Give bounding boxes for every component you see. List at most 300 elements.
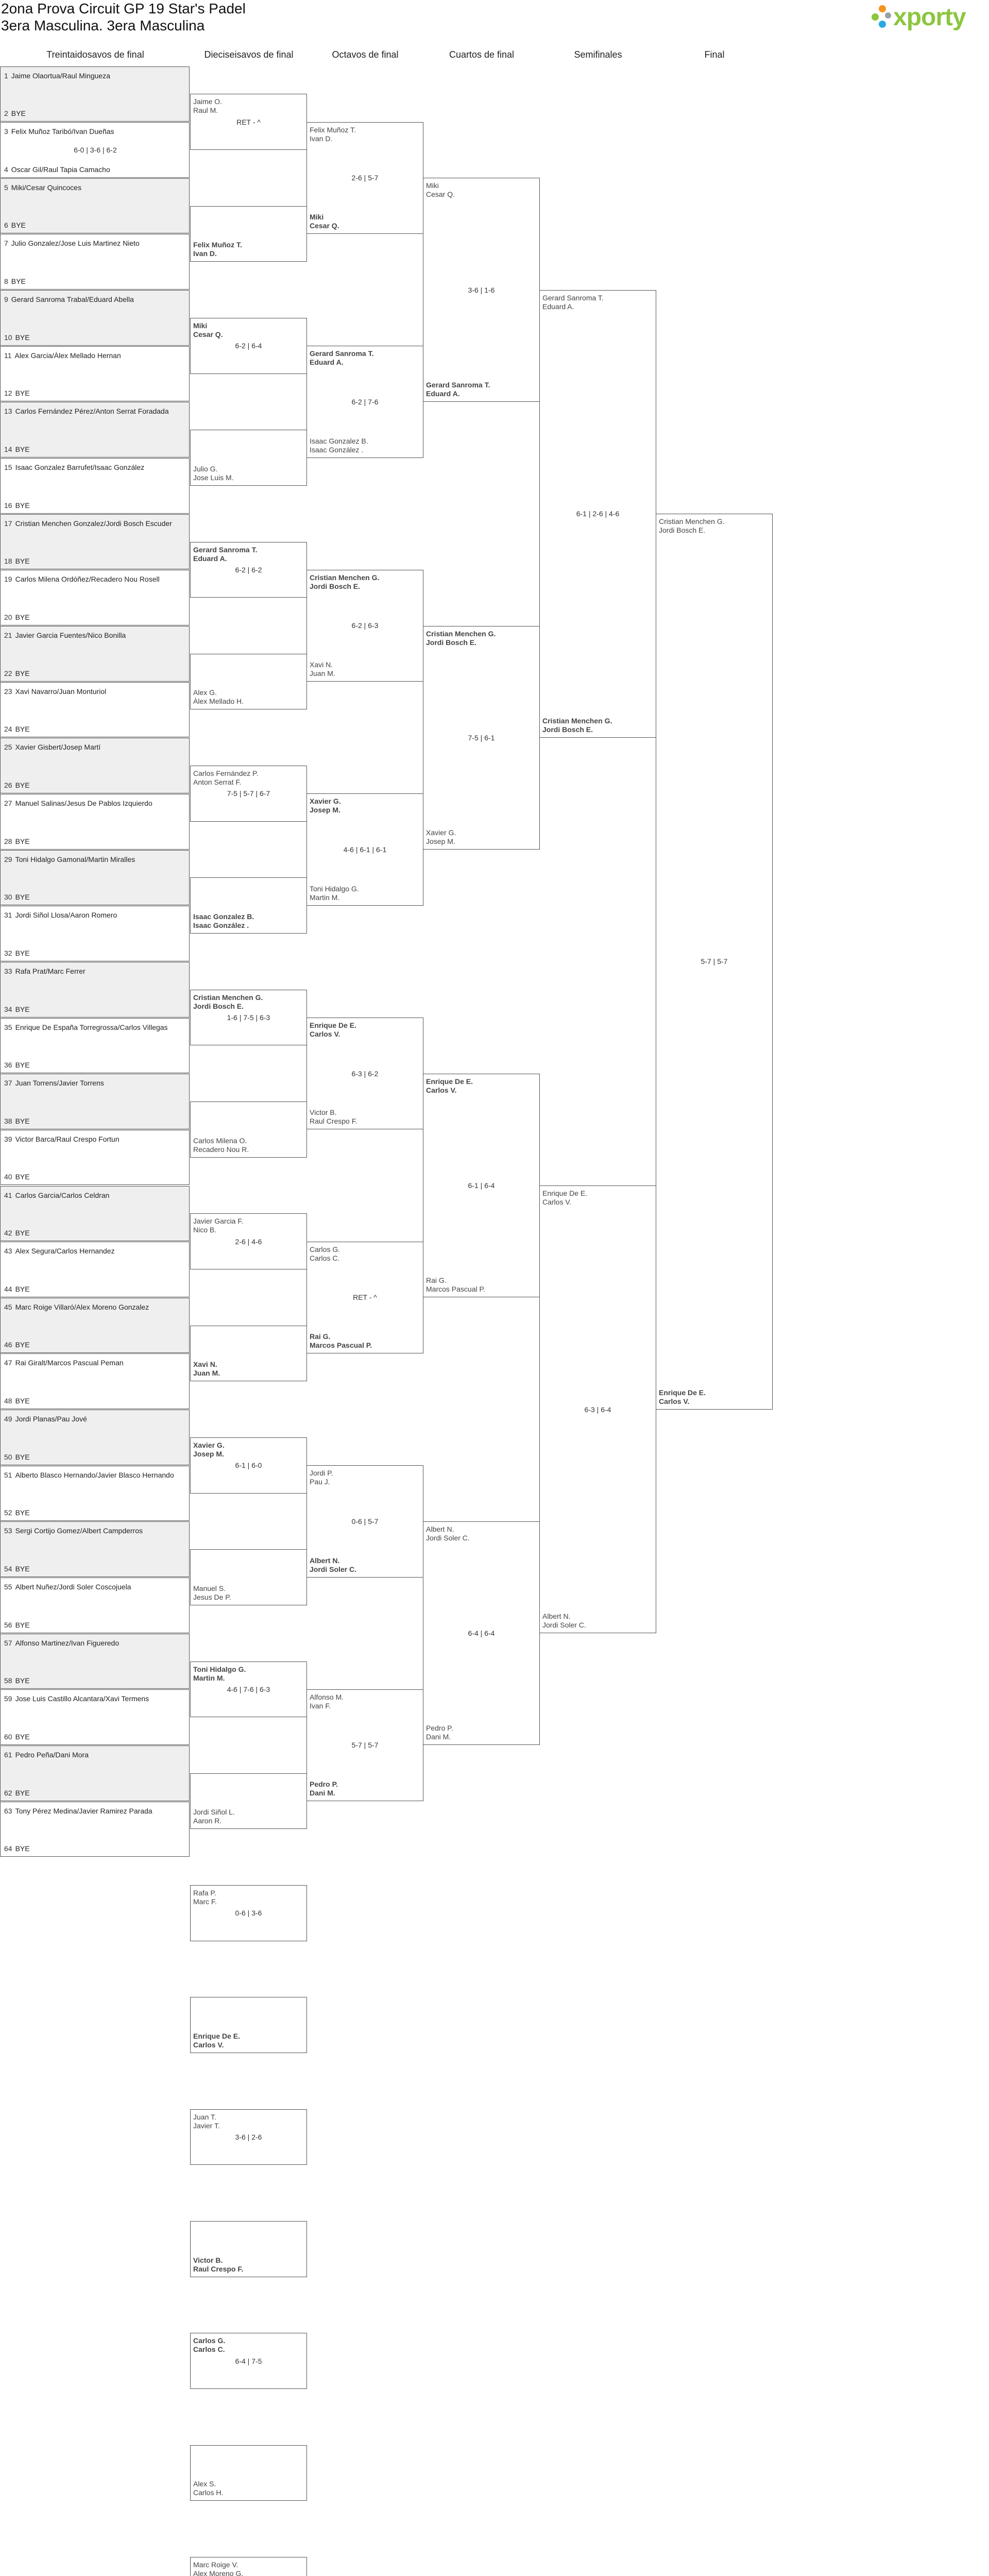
- match-row[interactable]: [0, 906, 190, 961]
- player-name: Isaac González .: [310, 445, 364, 454]
- seed-number: 34: [4, 1005, 12, 1013]
- team-entry: [4, 72, 190, 80]
- seed-number: 32: [4, 948, 12, 957]
- team-entry: [4, 1844, 190, 1853]
- team-name: Jose Luis Castillo Alcantara/Xavi Termens: [15, 1694, 149, 1703]
- match-box[interactable]: [190, 1437, 307, 1494]
- team-entry: [4, 893, 190, 901]
- team-entry: [4, 1733, 190, 1741]
- match-box[interactable]: [423, 178, 540, 402]
- match-box[interactable]: [190, 1997, 307, 2053]
- team-entry: [4, 1397, 190, 1405]
- player-name: Alex G.: [193, 688, 217, 697]
- match-box[interactable]: [190, 990, 307, 1046]
- team-pair: [310, 660, 335, 678]
- match-row[interactable]: [0, 66, 190, 122]
- player-name: Raul M.: [193, 106, 218, 115]
- seed-number: 21: [4, 631, 12, 639]
- team-pair: [426, 181, 455, 199]
- match-box[interactable]: [306, 346, 423, 457]
- team-name: Alfonso Martinez/Ivan Figueredo: [15, 1638, 120, 1647]
- match-row[interactable]: [0, 402, 190, 457]
- match-box[interactable]: [190, 1662, 307, 1718]
- player-name: Toni Hidalgo G.: [310, 884, 359, 893]
- seed-number: 43: [4, 1247, 12, 1256]
- match-box[interactable]: [190, 1773, 307, 1829]
- match-box[interactable]: [190, 2557, 307, 2576]
- team-entry: [4, 575, 190, 583]
- match-box[interactable]: [306, 570, 423, 682]
- team-entry: [4, 1135, 190, 1143]
- team-entry: [4, 1509, 190, 1517]
- player-name: Carlos H.: [193, 2488, 224, 2497]
- match-row[interactable]: [0, 1410, 190, 1465]
- player-name: Enrique De E.: [193, 2032, 241, 2041]
- player-name: Alex S.: [193, 2480, 216, 2488]
- match-box[interactable]: [190, 542, 307, 598]
- team-entry: [4, 1694, 190, 1703]
- team-pair: [426, 630, 496, 647]
- team-name: BYE: [15, 445, 30, 454]
- team-pair: [310, 126, 356, 143]
- seed-number: 46: [4, 1341, 12, 1349]
- seed-number: 13: [4, 407, 12, 416]
- player-name: Ivan D.: [310, 134, 333, 143]
- match-row[interactable]: [0, 1130, 190, 1185]
- seed-number: 8: [4, 277, 8, 286]
- column-header-round-of-32: Dieciseisavos de final: [204, 49, 294, 60]
- team-name: BYE: [15, 781, 30, 789]
- player-name: Aaron R.: [193, 1817, 222, 1825]
- team-name: Enrique De España Torregrossa/Carlos Villegas: [15, 1023, 168, 1031]
- team-entry: [4, 1023, 190, 1031]
- match-row[interactable]: [0, 682, 190, 738]
- player-name: Enrique De E.: [310, 1021, 357, 1030]
- player-name: Xavier G.: [426, 828, 456, 837]
- seed-number: 52: [4, 1509, 12, 1517]
- seed-number: 41: [4, 1191, 12, 1199]
- match-row[interactable]: [0, 1802, 190, 1857]
- team-entry: [4, 1621, 190, 1629]
- match-box[interactable]: [190, 1101, 307, 1158]
- match-box[interactable]: [190, 1885, 307, 1941]
- match-score: 6-4 | 7-5: [235, 2357, 262, 2365]
- seed-number: 14: [4, 445, 12, 454]
- team-name: BYE: [15, 1341, 30, 1349]
- team-name: BYE: [15, 1005, 30, 1013]
- player-name: Carlos C.: [193, 2345, 225, 2354]
- player-name: Jordi Bosch E.: [426, 638, 477, 647]
- player-name: Jordi Soler C.: [310, 1565, 357, 1573]
- player-name: Martin M.: [193, 1673, 225, 1682]
- player-name: Jordi Soler C.: [426, 1533, 470, 1542]
- player-name: Gerard Sanroma T.: [542, 293, 604, 302]
- team-entry: [4, 333, 190, 342]
- team-pair: [310, 1469, 333, 1486]
- player-name: Xavi N.: [310, 660, 333, 669]
- team-entry: [4, 1247, 190, 1255]
- match-box[interactable]: [190, 877, 307, 934]
- player-name: Javier Garcia F.: [193, 1217, 244, 1226]
- match-box[interactable]: [190, 2109, 307, 2165]
- team-name: BYE: [15, 557, 30, 566]
- match-row[interactable]: [0, 1186, 190, 1242]
- team-pair: [310, 1693, 344, 1710]
- team-pair: [426, 381, 490, 398]
- match-score: 6-2 | 6-2: [235, 565, 262, 574]
- seed-number: 28: [4, 837, 12, 845]
- match-row[interactable]: [0, 626, 190, 682]
- match-row[interactable]: [0, 962, 190, 1018]
- match-row[interactable]: [0, 234, 190, 290]
- player-name: Cesar Q.: [426, 190, 455, 199]
- team-name: BYE: [15, 948, 30, 957]
- team-entry: [4, 183, 190, 192]
- team-name: Victor Barca/Raul Crespo Fortun: [15, 1134, 120, 1143]
- team-name: Xavier Gisbert/Josep Martí: [15, 743, 101, 752]
- match-score: 2-6 | 4-6: [235, 1237, 262, 1246]
- player-name: Albert N.: [542, 1612, 571, 1621]
- seed-number: 40: [4, 1173, 12, 1181]
- match-row[interactable]: [0, 1242, 190, 1297]
- team-entry: [4, 1789, 190, 1797]
- player-name: Eduard A.: [193, 554, 227, 563]
- player-name: Àlex Mellado H.: [193, 697, 244, 706]
- player-name: Recadero Nou R.: [193, 1145, 249, 1154]
- match-box[interactable]: [190, 94, 307, 150]
- column-header-semifinals: Semifinales: [574, 49, 622, 60]
- match-row[interactable]: [0, 346, 190, 402]
- match-score: 4-6 | 6-1 | 6-1: [343, 845, 387, 854]
- team-entry: [4, 389, 190, 397]
- match-score: 0-6 | 3-6: [235, 1909, 262, 1918]
- match-score: 7-5 | 6-1: [468, 733, 495, 742]
- player-name: Miki: [426, 181, 439, 190]
- player-name: Cesar Q.: [310, 221, 339, 230]
- match-box[interactable]: [306, 122, 423, 234]
- team-entry: [4, 351, 190, 360]
- match-row[interactable]: [0, 178, 190, 234]
- team-name: BYE: [15, 1173, 30, 1181]
- player-name: Enrique De E.: [659, 1388, 706, 1397]
- team-name: BYE: [15, 333, 30, 342]
- match-row[interactable]: [0, 1689, 190, 1745]
- player-name: Eduard A.: [426, 389, 460, 398]
- seed-number: 4: [4, 165, 8, 174]
- match-score: 6-1 | 2-6 | 4-6: [576, 510, 620, 518]
- team-pair: [193, 1217, 243, 1234]
- team-pair: [310, 213, 339, 230]
- seed-number: 18: [4, 557, 12, 566]
- seed-number: 48: [4, 1397, 12, 1405]
- player-name: Juan M.: [310, 669, 335, 678]
- player-name: Ivan F.: [310, 1701, 331, 1710]
- team-entry: [4, 463, 190, 471]
- match-box[interactable]: [190, 2221, 307, 2277]
- team-entry: [4, 221, 190, 229]
- team-name: Jaime Olaortua/Raul Mingueza: [11, 71, 111, 80]
- player-name: Gerard Sanroma T.: [310, 349, 374, 358]
- player-name: Dani M.: [310, 1789, 335, 1798]
- team-name: BYE: [11, 109, 26, 118]
- match-row[interactable]: [0, 850, 190, 906]
- team-entry: [4, 1173, 190, 1181]
- match-row[interactable]: [0, 122, 190, 178]
- seed-number: 58: [4, 1676, 12, 1685]
- team-entry: [4, 1117, 190, 1125]
- team-entry: [4, 837, 190, 845]
- team-name: Sergi Cortijo Gomez/Albert Campderros: [15, 1527, 143, 1535]
- team-name: BYE: [15, 1509, 30, 1517]
- team-name: Javier Garcia Fuentes/Nico Bonilla: [15, 631, 126, 639]
- match-box[interactable]: [423, 626, 540, 850]
- team-pair: [193, 321, 223, 339]
- page-subtitle: 3era Masculina. 3era Masculina: [1, 18, 205, 33]
- player-name: Miki: [193, 321, 208, 330]
- team-pair: [426, 1077, 473, 1095]
- team-pair: [193, 1137, 249, 1154]
- player-name: Ivan D.: [193, 249, 217, 258]
- team-name: BYE: [11, 277, 26, 286]
- match-box[interactable]: [190, 1213, 307, 1269]
- match-box[interactable]: [306, 1242, 423, 1353]
- team-entry: [4, 1079, 190, 1087]
- player-name: Rai G.: [310, 1332, 331, 1341]
- match-score: 6-1 | 6-4: [468, 1181, 495, 1190]
- match-box[interactable]: [190, 654, 307, 710]
- team-name: Alex Garcia/Àlex Mellado Hernan: [14, 351, 121, 360]
- player-name: Xavier G.: [193, 1440, 225, 1449]
- seed-number: 36: [4, 1061, 12, 1070]
- match-row[interactable]: [0, 1521, 190, 1577]
- team-pair: [659, 1388, 706, 1406]
- team-pair: [426, 1724, 453, 1741]
- player-name: Carlos V.: [310, 1030, 340, 1039]
- team-pair: [310, 1245, 340, 1263]
- match-score: 6-2 | 6-3: [351, 621, 379, 630]
- team-name: BYE: [15, 1620, 30, 1629]
- player-name: Cristian Menchen G.: [426, 629, 496, 638]
- seed-number: 44: [4, 1284, 12, 1293]
- team-pair: [193, 1360, 220, 1378]
- match-box[interactable]: [190, 318, 307, 374]
- match-score: 6-2 | 6-4: [235, 342, 262, 350]
- seed-number: 57: [4, 1638, 12, 1647]
- match-score: RET - ^: [353, 1293, 377, 1302]
- player-name: Felix Muñoz T.: [310, 125, 356, 134]
- match-box[interactable]: [539, 1185, 656, 1633]
- match-row[interactable]: [0, 290, 190, 346]
- team-entry: [4, 687, 190, 696]
- team-entry: [4, 165, 190, 174]
- match-box[interactable]: [190, 766, 307, 822]
- player-name: Dani M.: [426, 1733, 451, 1741]
- team-entry: [4, 799, 190, 807]
- player-name: Julio G.: [193, 464, 218, 473]
- team-pair: [193, 2480, 223, 2497]
- player-name: Isaac González .: [193, 921, 249, 930]
- player-name: Raul Crespo F.: [193, 2264, 244, 2273]
- player-name: Josep M.: [310, 806, 340, 815]
- match-row[interactable]: [0, 1298, 190, 1353]
- seed-number: 64: [4, 1844, 12, 1853]
- player-name: Jose Luis M.: [193, 473, 234, 482]
- match-box[interactable]: [539, 290, 656, 738]
- team-pair: [193, 2561, 243, 2576]
- team-pair: [542, 294, 604, 311]
- match-row[interactable]: [0, 570, 190, 625]
- match-box[interactable]: [190, 206, 307, 262]
- team-entry: [4, 109, 190, 117]
- player-name: Felix Muñoz T.: [193, 241, 242, 249]
- seed-number: 2: [4, 109, 8, 118]
- column-header-final: Final: [704, 49, 725, 60]
- team-entry: [4, 557, 190, 565]
- team-pair: [310, 797, 341, 815]
- team-name: BYE: [15, 501, 30, 510]
- team-name: Miki/Cesar Quincoces: [11, 183, 81, 192]
- seed-number: 6: [4, 221, 8, 230]
- team-entry: [4, 669, 190, 677]
- player-name: Toni Hidalgo G.: [193, 1665, 246, 1673]
- match-row[interactable]: [0, 458, 190, 514]
- player-name: Juan T.: [193, 2112, 216, 2121]
- team-entry: [4, 1751, 190, 1759]
- column-header-round-of-64: Treintaidosavos de final: [46, 49, 144, 60]
- team-pair: [193, 2256, 243, 2274]
- match-box[interactable]: [190, 1326, 307, 1382]
- team-entry: [4, 1229, 190, 1237]
- player-name: Pedro P.: [426, 1724, 453, 1733]
- seed-number: 27: [4, 799, 12, 807]
- match-box[interactable]: [190, 1549, 307, 1605]
- seed-number: 20: [4, 613, 12, 621]
- team-entry: [4, 613, 190, 621]
- seed-number: 39: [4, 1134, 12, 1143]
- team-pair: [310, 1780, 338, 1798]
- seed-number: 38: [4, 1116, 12, 1125]
- team-name: BYE: [15, 1788, 30, 1797]
- team-pair: [542, 1612, 586, 1630]
- team-name: Rai Giralt/Marcos Pascual Peman: [15, 1359, 124, 1367]
- player-name: Albert N.: [426, 1524, 454, 1533]
- match-score: 6-4 | 6-4: [468, 1629, 495, 1638]
- match-row[interactable]: [0, 794, 190, 850]
- player-name: Pau J.: [310, 1478, 330, 1486]
- player-name: Jaime O.: [193, 97, 223, 106]
- player-name: Jordi Bosch E.: [659, 526, 706, 535]
- team-name: Isaac Gonzalez Barrufet/Isaac González: [15, 463, 145, 472]
- team-entry: [4, 1303, 190, 1311]
- seed-number: 16: [4, 501, 12, 510]
- match-score: RET - ^: [236, 117, 261, 126]
- seed-number: 61: [4, 1751, 12, 1759]
- seed-number: 5: [4, 183, 8, 192]
- match-score: 7-5 | 5-7 | 6-7: [227, 789, 270, 798]
- seed-number: 62: [4, 1788, 12, 1797]
- player-name: Carlos V.: [426, 1086, 457, 1094]
- player-name: Rai G.: [426, 1276, 447, 1285]
- match-box[interactable]: [306, 1465, 423, 1577]
- match-row[interactable]: [0, 1353, 190, 1409]
- player-name: Carlos V.: [542, 1198, 572, 1206]
- team-name: Rafa Prat/Marc Ferrer: [15, 967, 86, 975]
- seed-number: 22: [4, 669, 12, 677]
- match-row[interactable]: [0, 1074, 190, 1129]
- match-row[interactable]: [0, 1018, 190, 1074]
- team-name: Juan Torrens/Javier Torrens: [15, 1079, 104, 1088]
- team-pair: [310, 573, 379, 591]
- match-box[interactable]: [306, 1689, 423, 1801]
- match-box[interactable]: [423, 1074, 540, 1298]
- player-name: Cesar Q.: [193, 330, 223, 338]
- team-entry: [4, 1453, 190, 1461]
- player-name: Alfonso M.: [310, 1692, 344, 1701]
- match-box[interactable]: [190, 2445, 307, 2501]
- team-entry: [4, 407, 190, 415]
- match-row[interactable]: [0, 1634, 190, 1689]
- match-box[interactable]: [190, 2333, 307, 2389]
- team-name: BYE: [15, 837, 30, 845]
- match-box[interactable]: [306, 793, 423, 905]
- seed-number: 24: [4, 725, 12, 734]
- match-score: 6-3 | 6-4: [584, 1405, 611, 1414]
- team-name: BYE: [15, 669, 30, 677]
- team-entry: [4, 1565, 190, 1573]
- seed-number: 49: [4, 1415, 12, 1423]
- seed-number: 26: [4, 781, 12, 789]
- team-pair: [426, 1525, 470, 1543]
- match-box[interactable]: [423, 1521, 540, 1745]
- team-name: Carlos Garcia/Carlos Celdran: [15, 1191, 110, 1199]
- match-row[interactable]: [0, 514, 190, 570]
- match-score: 0-6 | 5-7: [351, 1517, 379, 1526]
- player-name: Carlos C.: [310, 1253, 340, 1262]
- team-name: Albert Nuñez/Jordi Soler Coscojuela: [15, 1583, 131, 1591]
- team-name: Manuel Salinas/Jesus De Pablos Izquierdo: [15, 799, 152, 807]
- team-pair: [542, 1189, 587, 1207]
- match-score: 5-7 | 5-7: [351, 1741, 379, 1750]
- player-name: Alex Moreno G.: [193, 2569, 244, 2576]
- player-name: Juan M.: [193, 1369, 220, 1378]
- seed-number: 37: [4, 1079, 12, 1088]
- match-row[interactable]: [0, 738, 190, 793]
- match-box[interactable]: [190, 430, 307, 486]
- team-name: BYE: [15, 389, 30, 398]
- team-pair: [310, 1021, 356, 1039]
- team-entry: [4, 1005, 190, 1013]
- match-box[interactable]: [656, 514, 773, 1409]
- player-name: Carlos G.: [310, 1245, 340, 1253]
- player-name: Albert N.: [310, 1556, 340, 1565]
- team-pair: [542, 717, 612, 734]
- match-row[interactable]: [0, 1466, 190, 1521]
- seed-number: 12: [4, 389, 12, 398]
- match-box[interactable]: [306, 1018, 423, 1129]
- team-entry: [4, 239, 190, 247]
- team-pair: [193, 993, 263, 1011]
- team-pair: [310, 1332, 372, 1350]
- seed-number: 47: [4, 1359, 12, 1367]
- team-name: Pedro Peña/Dani Mora: [15, 1751, 89, 1759]
- team-name: Toni Hidalgo Gamonal/Martin Miralles: [15, 855, 135, 863]
- team-pair: [193, 546, 258, 563]
- team-name: Xavi Navarro/Juan Monturiol: [15, 687, 107, 696]
- match-row[interactable]: [0, 1745, 190, 1801]
- match-row[interactable]: [0, 1578, 190, 1633]
- player-name: Cristian Menchen G.: [659, 517, 725, 526]
- team-pair: [193, 241, 242, 258]
